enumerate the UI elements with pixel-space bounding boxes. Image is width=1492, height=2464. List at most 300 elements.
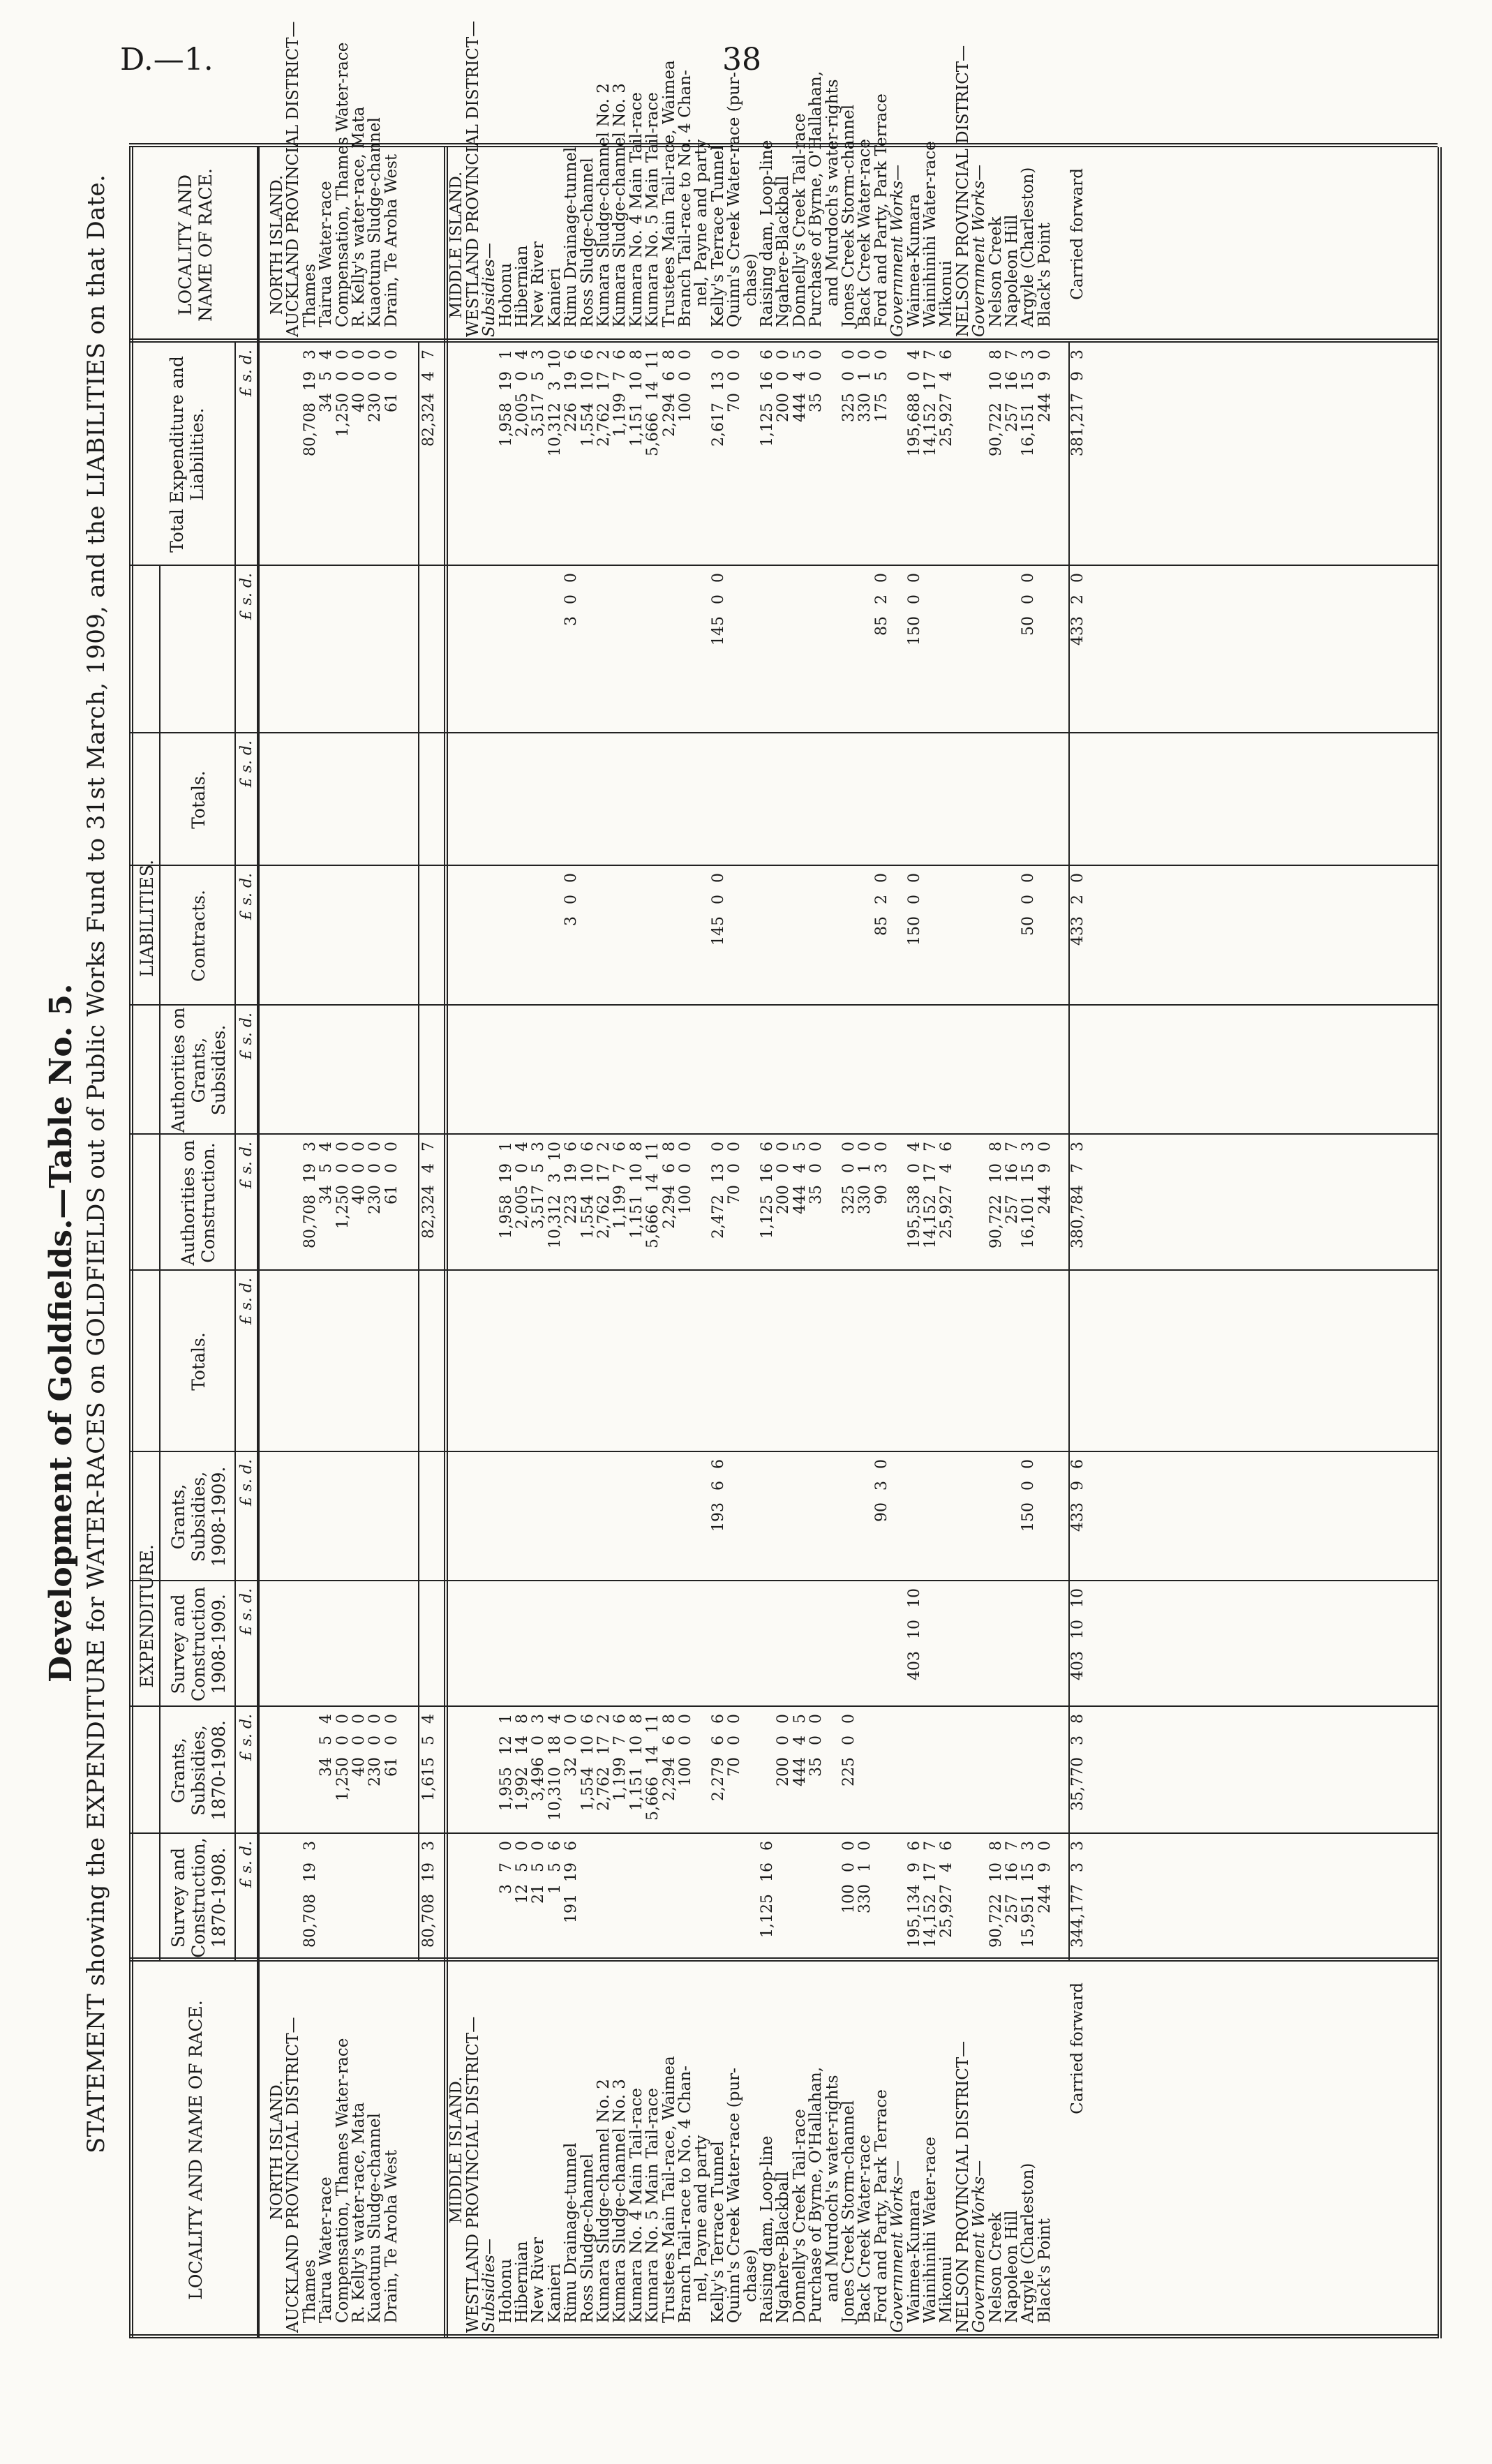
- row-label-right: New River: [529, 241, 548, 327]
- row-label: Nelson Creek: [986, 2212, 1005, 2323]
- row-label-right: Waimea-Kumara: [904, 193, 923, 327]
- amount-cell: 34 5 4: [318, 1714, 336, 1777]
- table-row: [857, 0, 873, 2464]
- amount-cell: 444 4 5: [791, 350, 809, 422]
- amount-cell: 175 5 0: [872, 350, 890, 422]
- row-label: MIDDLE ISLAND.: [447, 2076, 466, 2224]
- row-label-right: Carried forward: [1068, 168, 1087, 300]
- table-row: [302, 0, 318, 2464]
- lsd-header: £ s. d.: [238, 1013, 255, 1060]
- amount-cell: 82,324 4 7: [419, 1142, 438, 1239]
- table-row: [1004, 0, 1020, 2464]
- table-row: [465, 0, 482, 2464]
- amount-cell: 16,151 15 3: [1020, 350, 1038, 456]
- amount-cell: 35 0 0: [807, 1714, 826, 1777]
- amount-cell: 230 0 0: [366, 1714, 385, 1786]
- column-heading-auth-construction: Authorities on Construction.: [178, 1140, 218, 1266]
- row-label: Jones Creek Storm-channel: [840, 2100, 858, 2323]
- amount-cell: 1,554 10 6: [579, 1714, 597, 1811]
- table-row: [904, 0, 923, 2464]
- amount-cell: 1,554 10 6: [579, 350, 597, 447]
- amount-cell: 90,722 10 8: [987, 1142, 1005, 1248]
- amount-cell: 10,312 3 10: [546, 1142, 564, 1248]
- row-label-right: Kumara No. 5 Main Tail-race: [643, 92, 662, 327]
- amount-cell: 2,294 6 8: [660, 350, 678, 437]
- amount-cell: 2,294 6 8: [660, 1714, 678, 1801]
- row-label: Kumara Sludge-channel No. 3: [611, 2079, 629, 2323]
- amount-cell: 40 0 0: [350, 1142, 368, 1204]
- amount-cell: 1,250 0 0: [334, 1714, 352, 1801]
- row-label: Kumara No. 5 Main Tail-race: [643, 2088, 662, 2323]
- amount-cell: 1,958 19 1: [497, 350, 515, 447]
- amount-cell: 444 4 5: [791, 1142, 809, 1214]
- table-row: [612, 0, 628, 2464]
- table-row: [841, 0, 857, 2464]
- row-label-right: Argyle (Charleston): [1019, 167, 1038, 327]
- row-label: Ngahere-Blackball: [774, 2171, 793, 2323]
- table-row: [971, 0, 987, 2464]
- row-label-right: Kuaotunu Sludge-channel: [366, 117, 385, 327]
- amount-cell: 14,152 17 7: [922, 350, 939, 456]
- expenditure-group-rule: [159, 1271, 161, 1962]
- amount-cell: 403 10 10: [1068, 1588, 1087, 1680]
- amount-cell: 195,688 0 4: [905, 350, 923, 456]
- row-label-right: Drain, Te Aroha West: [382, 154, 401, 327]
- row-label: Ross Sludge-channel: [578, 2153, 597, 2323]
- row-label-right: Kanieri: [545, 267, 564, 327]
- row-label: and Murdoch's water-rights: [823, 2075, 842, 2302]
- row-label-right: NELSON PROVINCIAL DISTRICT—: [953, 45, 972, 337]
- amount-cell: 100 0 0: [677, 1142, 694, 1214]
- amount-cell: 145 0 0: [709, 873, 727, 946]
- column-heading-contracts: Contracts.: [188, 890, 209, 983]
- table-row: [825, 0, 841, 2464]
- amount-cell: 257 16 7: [1004, 1841, 1021, 1923]
- amount-cell: 80,708 19 3: [301, 350, 319, 456]
- amount-cell: 80,708 19 3: [419, 1841, 438, 1948]
- amount-cell: 1,992 14 8: [514, 1714, 531, 1811]
- column-heading-totals: Totals.: [188, 1332, 209, 1391]
- amount-cell: 35 0 0: [807, 350, 826, 412]
- amount-cell: 381,217 9 3: [1068, 350, 1087, 456]
- amount-cell: 1,615 5 4: [419, 1714, 438, 1801]
- amount-cell: 344,177 3 3: [1068, 1841, 1087, 1948]
- row-label: Tairua Water-race: [317, 2176, 336, 2323]
- table-row: [285, 0, 301, 2464]
- row-label: Government Works—: [888, 2160, 907, 2333]
- row-label-right: R. Kelly's water-race, Mata: [350, 106, 368, 327]
- row-label: Kuaotunu Sludge-channel: [366, 2113, 385, 2323]
- amount-cell: 193 6 6: [709, 1459, 727, 1532]
- row-label-right: Branch Tail-race to No. 4 Chan-: [676, 70, 694, 327]
- amount-cell: 61 0 0: [382, 350, 401, 412]
- amount-cell: 34 5 4: [318, 1142, 336, 1204]
- amount-cell: 2,762 17 2: [595, 1714, 613, 1811]
- row-label-right: NORTH ISLAND.: [268, 174, 286, 315]
- amount-cell: 2,279 6 6: [709, 1714, 727, 1801]
- row-label-right: MIDDLE ISLAND.: [447, 171, 466, 319]
- row-label-right: Hibernian: [513, 245, 531, 327]
- expenditure-heading: EXPENDITURE.: [136, 1544, 157, 1688]
- row-label: Back Creek Water-race: [856, 2135, 874, 2323]
- table-row: [939, 0, 955, 2464]
- table-row: [890, 0, 906, 2464]
- row-label-right: nel, Payne and party: [692, 139, 711, 306]
- amount-cell: 1,199 7 6: [611, 1714, 629, 1801]
- amount-cell: 380,784 7 3: [1068, 1142, 1087, 1248]
- carried-forward-row: [1070, 0, 1086, 2464]
- row-label-right: Kumara Sludge-channel No. 2: [595, 83, 613, 327]
- table-row: [449, 0, 465, 2464]
- row-label-right: Hohonu: [496, 262, 515, 327]
- amount-cell: 200 0 0: [775, 1714, 793, 1786]
- table-row: [514, 0, 530, 2464]
- amount-cell: 5,666 14 11: [644, 350, 662, 456]
- amount-cell: 70 0 0: [726, 350, 744, 412]
- amount-cell: 10,310 18 4: [546, 1714, 564, 1821]
- amount-cell: 1,151 10 8: [627, 350, 646, 447]
- row-label-right: Government Works—: [888, 164, 907, 337]
- amount-cell: 1,958 19 1: [497, 1142, 515, 1239]
- row-label: Black's Point: [1035, 2218, 1054, 2323]
- row-label: Trustees Main Tail-race, Waimea: [659, 2056, 678, 2323]
- lsd-header: £ s. d.: [238, 1459, 255, 1507]
- amount-cell: 444 4 5: [791, 1714, 809, 1786]
- amount-cell: 2,617 13 0: [709, 350, 727, 447]
- row-label-right: Back Creek Water-race: [856, 139, 874, 327]
- row-label-right: Rimu Drainage-tunnel: [562, 147, 581, 327]
- row-label: chase): [741, 2249, 760, 2302]
- amount-cell: 80,708 19 3: [301, 1142, 319, 1248]
- carried-forward-rule: [1068, 343, 1070, 1962]
- amount-cell: 3,517 5 3: [530, 1142, 548, 1229]
- amount-cell: 2,762 17 2: [595, 1142, 613, 1239]
- row-label: Kanieri: [545, 2263, 564, 2323]
- amount-cell: 90,722 10 8: [987, 350, 1005, 456]
- row-label: R. Kelly's water-race, Mata: [350, 2102, 368, 2323]
- table-row: [874, 0, 890, 2464]
- row-label-right: Subsidies—: [480, 243, 499, 337]
- row-label-right: Mikonui: [937, 260, 956, 327]
- row-label-right: Donnelly's Creek Tail-race: [790, 113, 809, 327]
- table-row: [694, 0, 710, 2464]
- table-row: [988, 0, 1004, 2464]
- amount-cell: 85 2 0: [872, 573, 890, 636]
- amount-cell: 195,134 9 6: [905, 1841, 923, 1948]
- row-label: Compensation, Thames Water-race: [333, 2038, 352, 2323]
- row-label: Drain, Te Aroha West: [382, 2149, 401, 2323]
- row-label-right: and Murdoch's water-rights: [823, 79, 842, 306]
- amount-cell: 244 9 0: [1036, 1841, 1054, 1913]
- liabilities-group-rule: [159, 566, 161, 1271]
- column-heading-liab-totals: Totals.: [188, 770, 209, 829]
- row-label-right: Napoleon Hill: [1003, 214, 1021, 327]
- row-label: Government Works—: [970, 2160, 989, 2333]
- amount-cell: 3 0 0: [562, 573, 581, 626]
- table-top-rule: [129, 147, 133, 2338]
- amount-cell: 150 0 0: [905, 873, 923, 946]
- table-row: [596, 0, 612, 2464]
- amount-cell: 223 19 6: [562, 1142, 581, 1224]
- lsd-rule: [234, 343, 236, 1962]
- amount-cell: 2,005 0 4: [514, 350, 531, 437]
- row-label-right: Ngahere-Blackball: [774, 175, 793, 327]
- row-label: Hibernian: [513, 2241, 531, 2323]
- amount-cell: 1,125 16 6: [759, 350, 776, 447]
- amount-cell: 70 0 0: [726, 1714, 744, 1777]
- liabilities-heading: LIABILITIES.: [136, 859, 157, 978]
- amount-cell: 25,927 4 6: [938, 350, 956, 447]
- table-row: [269, 0, 285, 2464]
- table-row: [955, 0, 971, 2464]
- amount-cell: 25,927 4 6: [938, 1142, 956, 1239]
- row-label-right: Ford and Party, Park Terrace: [872, 94, 890, 327]
- row-label: Kumara Sludge-channel No. 2: [595, 2079, 613, 2323]
- amount-cell: 2,005 0 4: [514, 1142, 531, 1229]
- amount-cell: 191 19 6: [562, 1841, 581, 1923]
- column-heading-grants-1908: Grants, Subsidies, 1908-1909.: [167, 1466, 229, 1567]
- table-bottom-rule: [1438, 147, 1442, 2338]
- amount-cell: 1,125 16 6: [759, 1841, 776, 1938]
- lsd-header: £ s. d.: [238, 1278, 255, 1325]
- row-label: Ford and Party, Park Terrace: [872, 2089, 890, 2323]
- row-label-right: Nelson Creek: [986, 216, 1005, 327]
- amount-cell: 34 5 4: [318, 350, 336, 412]
- table-row: [547, 0, 563, 2464]
- table-row: [710, 0, 726, 2464]
- table-row: [775, 0, 791, 2464]
- table-title: Development of Goldfields.—Table No. 5.: [43, 983, 79, 1682]
- island-separator-rule: [444, 147, 448, 2338]
- row-label-right: chase): [741, 253, 760, 306]
- table-subtitle: STATEMENT showing the EXPENDITURE for WATER-RACES on GOLDFIELDS out of Public Works Fund to 31st March, 1909, and the LIABILITIES on that Date.: [82, 174, 110, 2153]
- lsd-header: £ s. d.: [238, 1841, 255, 1888]
- row-label: Carried forward: [1068, 1983, 1087, 2114]
- row-label: AUCKLAND PROVINCIAL DISTRICT—: [284, 2017, 303, 2333]
- amount-cell: 1,955 12 1: [497, 1714, 515, 1811]
- amount-cell: 40 0 0: [350, 350, 368, 412]
- column-heading-survey-1870: Survey and Construction, 1870-1908.: [167, 1837, 229, 1958]
- row-label-right: AUCKLAND PROVINCIAL DISTRICT—: [284, 21, 303, 337]
- amount-cell: 100 0 0: [677, 350, 694, 422]
- amount-cell: 403 10 10: [905, 1588, 923, 1680]
- row-label: Hohonu: [496, 2258, 515, 2323]
- lsd-header: £ s. d.: [238, 740, 255, 788]
- table-row: [759, 0, 775, 2464]
- page-label: D.—1.: [120, 42, 214, 77]
- amount-cell: 150 0 0: [1020, 1459, 1038, 1532]
- table-row: [659, 0, 678, 2464]
- amount-cell: 15,951 15 3: [1020, 1841, 1038, 1948]
- amount-cell: 244 9 0: [1036, 1142, 1054, 1214]
- amount-cell: 330 1 0: [856, 350, 874, 422]
- amount-cell: 1,125 16 6: [759, 1142, 776, 1239]
- row-label: New River: [529, 2237, 548, 2323]
- row-label: Argyle (Charleston): [1019, 2163, 1038, 2323]
- row-label: Thames: [300, 2259, 319, 2323]
- row-label-right: Ross Sludge-channel: [578, 158, 597, 327]
- table-row: [367, 0, 383, 2464]
- amount-cell: 14,152 17 7: [922, 1142, 939, 1248]
- row-label-right: Compensation, Thames Water-race: [333, 42, 352, 327]
- row-label: NORTH ISLAND.: [268, 2080, 286, 2220]
- row-label-right: Wainihinihi Water-race: [921, 141, 939, 327]
- table-row: [580, 0, 596, 2464]
- amount-cell: 90 3 0: [872, 1459, 890, 1522]
- amount-cell: 1,151 10 8: [627, 1142, 646, 1239]
- amount-cell: 50 0 0: [1020, 873, 1038, 936]
- lsd-header: £ s. d.: [238, 1714, 255, 1761]
- amount-cell: 14,152 17 7: [922, 1841, 939, 1948]
- row-label: Quinn's Creek Water-race (pur-: [725, 2068, 744, 2323]
- table-row: [335, 0, 351, 2464]
- table-row: [498, 0, 514, 2464]
- amount-cell: 80,708 19 3: [301, 1841, 319, 1948]
- table-row: [530, 0, 546, 2464]
- row-label-right: Kumara Sludge-channel No. 3: [611, 83, 629, 327]
- amount-cell: 433 2 0: [1068, 573, 1087, 645]
- row-label: Subsidies—: [480, 2239, 499, 2333]
- column-heading-auth-grants: Authorities on Grants, Subsidies.: [167, 1007, 229, 1133]
- table-row: [482, 0, 498, 2464]
- page-number: 38: [722, 42, 761, 77]
- row-label: Napoleon Hill: [1003, 2210, 1021, 2323]
- lsd-header: £ s. d.: [238, 350, 255, 397]
- amount-cell: 1 5 6: [546, 1841, 564, 1894]
- amount-cell: 230 0 0: [366, 350, 385, 422]
- row-label: Kumara No. 4 Main Tail-race: [627, 2088, 646, 2323]
- amount-cell: 200 0 0: [775, 350, 793, 422]
- row-label: NELSON PROVINCIAL DISTRICT—: [953, 2040, 972, 2333]
- amount-cell: 35,770 3 8: [1068, 1714, 1087, 1811]
- row-label: WESTLAND PROVINCIAL DISTRICT—: [463, 2016, 482, 2333]
- table-row: [792, 0, 808, 2464]
- amount-cell: 1,250 0 0: [334, 1142, 352, 1229]
- lsd-header: £ s. d.: [238, 1142, 255, 1189]
- row-label: Raising dam, Loop-line: [758, 2135, 776, 2323]
- amount-cell: 2,472 13 0: [709, 1142, 727, 1239]
- amount-cell: 40 0 0: [350, 1714, 368, 1777]
- total-expenditure-liabilities-heading: Total Expenditure and Liabilities.: [167, 356, 207, 553]
- amount-cell: 12 5 0: [514, 1841, 531, 1904]
- table-row: [923, 0, 939, 2464]
- amount-cell: 90,722 10 8: [987, 1841, 1005, 1948]
- amount-cell: 90 3 0: [872, 1142, 890, 1204]
- amount-cell: 200 0 0: [775, 1142, 793, 1214]
- amount-cell: 2,294 6 8: [660, 1142, 678, 1229]
- amount-cell: 50 0 0: [1020, 573, 1038, 636]
- table-row: [351, 0, 367, 2464]
- amount-cell: 16,101 15 3: [1020, 1142, 1038, 1248]
- amount-cell: 5,666 14 11: [644, 1714, 662, 1821]
- table-row: [726, 0, 743, 2464]
- amount-cell: 61 0 0: [382, 1714, 401, 1777]
- row-label-right: Trustees Main Tail-race, Waimea: [659, 60, 678, 327]
- amount-cell: 61 0 0: [382, 1142, 401, 1204]
- row-label-right: Government Works—: [970, 164, 989, 337]
- row-label: nel, Payne and party: [692, 2135, 711, 2302]
- row-label-right: Quinn's Creek Water-race (pur-: [725, 72, 744, 327]
- table-row: [563, 0, 579, 2464]
- row-label-right: Raising dam, Loop-line: [758, 140, 776, 327]
- table-row: [1020, 0, 1036, 2464]
- row-label-right: Kelly's Terrace Tunnel: [708, 145, 727, 327]
- amount-cell: 85 2 0: [872, 873, 890, 936]
- amount-cell: 325 0 0: [840, 350, 858, 422]
- row-label-right: Kumara No. 4 Main Tail-race: [627, 92, 646, 327]
- table-row: [629, 0, 645, 2464]
- row-label: Waimea-Kumara: [904, 2189, 923, 2323]
- table-row: [808, 0, 824, 2464]
- amount-cell: 1,554 10 6: [579, 1142, 597, 1239]
- amount-cell: 330 1 0: [856, 1841, 874, 1913]
- amount-cell: 195,538 0 4: [905, 1142, 923, 1248]
- amount-cell: 330 1 0: [856, 1142, 874, 1214]
- table-row: [645, 0, 661, 2464]
- amount-cell: 150 0 0: [905, 573, 923, 645]
- amount-cell: 1,199 7 6: [611, 350, 629, 437]
- row-label-right: Tairua Water-race: [317, 181, 336, 327]
- amount-cell: 3,496 0 3: [530, 1714, 548, 1801]
- table-row: [384, 0, 400, 2464]
- amount-cell: 145 0 0: [709, 573, 727, 645]
- amount-cell: 257 16 7: [1004, 1142, 1021, 1224]
- amount-cell: 3,517 5 3: [530, 350, 548, 437]
- amount-cell: 82,324 4 7: [419, 350, 438, 447]
- lsd-header: £ s. d.: [238, 1588, 255, 1636]
- table-row: [678, 0, 694, 2464]
- table-row: [1053, 0, 1069, 2464]
- amount-cell: 5,666 14 11: [644, 1142, 662, 1248]
- header-bottom-rule: [257, 147, 260, 2338]
- row-label-right: Thames: [300, 263, 319, 327]
- amount-cell: 1,151 10 8: [627, 1714, 646, 1811]
- amount-cell: 100 0 0: [677, 1714, 694, 1786]
- amount-cell: 32 0 0: [562, 1714, 581, 1777]
- row-label-right: Jones Creek Storm-channel: [840, 104, 858, 327]
- row-label: Purchase of Byrne, O'Hallahan,: [807, 2066, 826, 2323]
- amount-cell: 1,199 7 6: [611, 1142, 629, 1229]
- amount-cell: 226 19 6: [562, 350, 581, 432]
- lsd-header: £ s. d.: [238, 573, 255, 620]
- amount-cell: 35 0 0: [807, 1142, 826, 1204]
- column-heading-survey-1908: Survey and Construction 1908-1909.: [167, 1586, 229, 1702]
- subtotal-rule: [418, 343, 419, 1962]
- table-row: [1037, 0, 1053, 2464]
- amount-cell: 244 9 0: [1036, 350, 1054, 422]
- amount-cell: 225 0 0: [840, 1714, 858, 1786]
- row-label-right: WESTLAND PROVINCIAL DISTRICT—: [463, 20, 482, 337]
- amount-cell: 325 0 0: [840, 1142, 858, 1214]
- amount-cell: 433 9 6: [1068, 1459, 1087, 1532]
- amount-cell: 433 2 0: [1068, 873, 1087, 946]
- row-label-right: Black's Point: [1035, 222, 1054, 327]
- amount-cell: 2,762 17 2: [595, 350, 613, 447]
- row-label-right: Purchase of Byrne, O'Hallahan,: [807, 70, 826, 327]
- table-row: [743, 0, 759, 2464]
- row-label: Donnelly's Creek Tail-race: [790, 2109, 809, 2323]
- amount-cell: 3 0 0: [562, 873, 581, 926]
- row-label: Branch Tail-race to No. 4 Chan-: [676, 2066, 694, 2323]
- amount-cell: 3 7 0: [497, 1841, 515, 1894]
- row-label: Kelly's Terrace Tunnel: [708, 2141, 727, 2323]
- table-row: [400, 0, 416, 2464]
- row-label: Rimu Drainage-tunnel: [562, 2142, 581, 2323]
- amount-cell: 1,250 0 0: [334, 350, 352, 437]
- row-label: Mikonui: [937, 2256, 956, 2323]
- amount-cell: 21 5 0: [530, 1841, 548, 1904]
- amount-cell: 10,312 3 10: [546, 350, 564, 456]
